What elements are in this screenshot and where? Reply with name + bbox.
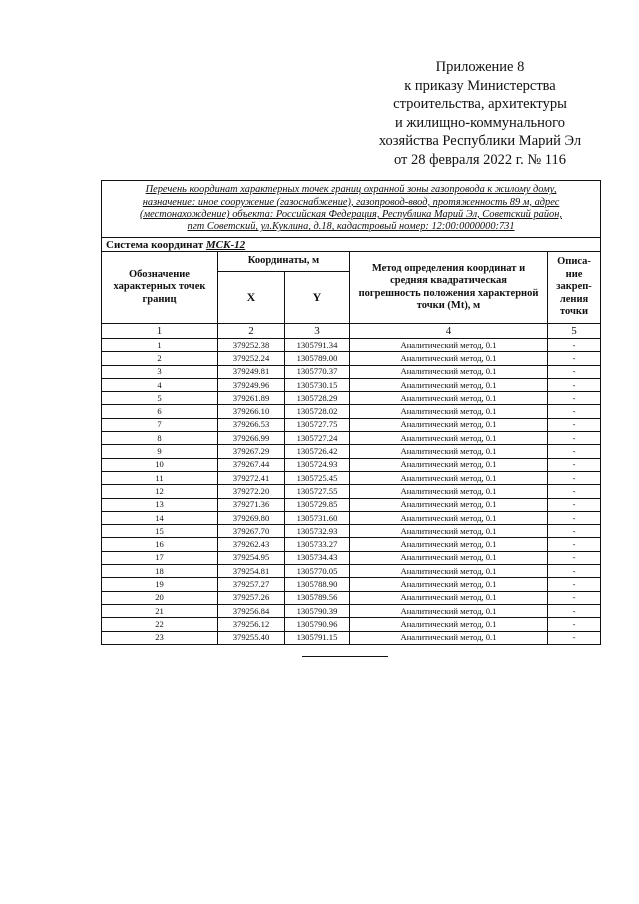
- coordinate-y: 1305733.27: [285, 538, 350, 551]
- coordinate-x: 379266.99: [218, 432, 285, 445]
- method-cell: Аналитический метод, 0.1: [350, 405, 548, 418]
- description-cell: -: [548, 498, 601, 511]
- closing-rule: [302, 656, 388, 657]
- description-cell: -: [548, 604, 601, 617]
- desc-line: закреп-: [556, 281, 592, 293]
- point-number: 18: [102, 565, 218, 578]
- table-row: [102, 432, 601, 445]
- description-cell: -: [548, 392, 601, 405]
- coordinate-x: 379254.81: [218, 565, 285, 578]
- caption-row: [102, 181, 601, 238]
- point-number: 23: [102, 631, 218, 644]
- point-number: 11: [102, 471, 218, 484]
- coordinate-y: 1305731.60: [285, 511, 350, 524]
- desc-line: ние: [565, 268, 583, 280]
- point-number: 1: [102, 339, 218, 352]
- table-row: [102, 565, 601, 578]
- coordinate-y: 1305727.55: [285, 485, 350, 498]
- description-cell: -: [548, 551, 601, 564]
- coordinate-x: 379269.80: [218, 511, 285, 524]
- table-row: [102, 365, 601, 378]
- table-row: [102, 498, 601, 511]
- coordinate-y: 1305790.39: [285, 604, 350, 617]
- point-number: 4: [102, 378, 218, 391]
- header-line: хозяйства Республики Марий Эл: [378, 133, 582, 149]
- coordinate-y: 1305727.24: [285, 432, 350, 445]
- coordinate-x: 379257.27: [218, 578, 285, 591]
- coordinate-x: 379249.96: [218, 378, 285, 391]
- method-cell: Аналитический метод, 0.1: [350, 498, 548, 511]
- point-number: 22: [102, 618, 218, 631]
- coordinate-y: 1305729.85: [285, 498, 350, 511]
- coordinate-y: 1305724.93: [285, 458, 350, 471]
- desc-line: ления: [559, 293, 589, 305]
- table-row: [102, 618, 601, 631]
- column-number: 5: [548, 324, 601, 339]
- description-cell: -: [548, 365, 601, 378]
- header-line: и жилищно-коммунального: [394, 114, 566, 131]
- coordinate-x: 379256.84: [218, 604, 285, 617]
- column-number: 1: [102, 324, 218, 339]
- coordinate-x: 379266.53: [218, 418, 285, 431]
- coordinate-y: 1305728.02: [285, 405, 350, 418]
- description-cell: -: [548, 405, 601, 418]
- desc-line: Описа-: [557, 256, 591, 268]
- coordinates-table: [101, 180, 601, 645]
- table-row: [102, 485, 601, 498]
- header-point: Обозначение характерных точек границ: [102, 252, 218, 324]
- caption-line: (местонахождение) объекта: Российская Федерация, Республика Марий Эл, Советский район,: [140, 209, 562, 220]
- caption-line: Перечень координат характерных точек границ охранной зоны газопровода к жилому дому,: [145, 184, 557, 196]
- method-cell: Аналитический метод, 0.1: [350, 565, 548, 578]
- table-row: [102, 604, 601, 617]
- method-cell: Аналитический метод, 0.1: [350, 458, 548, 471]
- table-caption: [102, 181, 601, 238]
- coordinate-y: 1305789.00: [285, 352, 350, 365]
- caption-line: пгт Советский, ул.Куклина, д.18, кадастровый номер: 12:00:0000000:731: [187, 221, 515, 233]
- point-number: 7: [102, 418, 218, 431]
- caption-line: назначение: иное сооружение (газоснабжение), газопровод-ввод, протяженность 89 м, адрес: [142, 196, 560, 208]
- coordinate-x: 379254.95: [218, 551, 285, 564]
- header-coordinates: Координаты, м: [218, 252, 350, 272]
- point-number: 10: [102, 458, 218, 471]
- table-row: [102, 551, 601, 564]
- point-number: 14: [102, 511, 218, 524]
- coordinate-y: 1305730.15: [285, 378, 350, 391]
- point-number: 3: [102, 365, 218, 378]
- method-cell: Аналитический метод, 0.1: [350, 511, 548, 524]
- method-cell: Аналитический метод, 0.1: [350, 432, 548, 445]
- description-cell: -: [548, 378, 601, 391]
- coordinate-y: 1305790.96: [285, 618, 350, 631]
- coordinate-x: 379266.10: [218, 405, 285, 418]
- coordinate-y: 1305732.93: [285, 525, 350, 538]
- point-number: 2: [102, 352, 218, 365]
- description-cell: -: [548, 352, 601, 365]
- header-line: строительства, архитектуры: [393, 96, 567, 112]
- table-row: [102, 405, 601, 418]
- table-row: [102, 538, 601, 551]
- point-number: 19: [102, 578, 218, 591]
- method-cell: Аналитический метод, 0.1: [350, 339, 548, 352]
- point-number: 5: [102, 392, 218, 405]
- coordinate-system-row: [102, 238, 601, 252]
- coordinate-y: 1305727.75: [285, 418, 350, 431]
- method-cell: Аналитический метод, 0.1: [350, 631, 548, 644]
- method-cell: Аналитический метод, 0.1: [350, 591, 548, 604]
- coordinate-y: 1305770.37: [285, 365, 350, 378]
- description-cell: -: [548, 511, 601, 524]
- coordinate-y: 1305734.43: [285, 551, 350, 564]
- coordinate-y: 1305726.42: [285, 445, 350, 458]
- header-y: Y: [285, 272, 350, 324]
- coordinate-x: 379257.26: [218, 591, 285, 604]
- table-row: [102, 352, 601, 365]
- header-description: [548, 252, 601, 324]
- point-number: 15: [102, 525, 218, 538]
- coordinate-x: 379252.38: [218, 339, 285, 352]
- coordinate-y: 1305770.05: [285, 565, 350, 578]
- table-row: [102, 631, 601, 644]
- method-cell: Аналитический метод, 0.1: [350, 352, 548, 365]
- point-number: 17: [102, 551, 218, 564]
- coordinate-y: 1305791.34: [285, 339, 350, 352]
- header-line: Приложение 8: [435, 59, 525, 75]
- description-cell: -: [548, 591, 601, 604]
- coordinate-system-label: Система координат: [106, 238, 204, 251]
- description-cell: -: [548, 565, 601, 578]
- point-number: 12: [102, 485, 218, 498]
- coordinate-x: 379267.44: [218, 458, 285, 471]
- description-cell: -: [548, 458, 601, 471]
- table-row: [102, 339, 601, 352]
- table-row: [102, 525, 601, 538]
- method-cell: Аналитический метод, 0.1: [350, 538, 548, 551]
- header-line: от 28 февраля 2022 г. № 116: [393, 151, 567, 168]
- header-x: X: [218, 272, 285, 324]
- description-cell: -: [548, 485, 601, 498]
- method-cell: Аналитический метод, 0.1: [350, 551, 548, 564]
- method-cell: Аналитический метод, 0.1: [350, 378, 548, 391]
- method-cell: Аналитический метод, 0.1: [350, 578, 548, 591]
- table-row: [102, 418, 601, 431]
- coordinate-x: 379267.29: [218, 445, 285, 458]
- point-number: 9: [102, 445, 218, 458]
- description-cell: -: [548, 418, 601, 431]
- table-row: [102, 511, 601, 524]
- description-cell: -: [548, 538, 601, 551]
- column-number: 3: [285, 324, 350, 339]
- method-cell: Аналитический метод, 0.1: [350, 365, 548, 378]
- method-cell: Аналитический метод, 0.1: [350, 392, 548, 405]
- desc-line: точки: [560, 306, 589, 318]
- point-number: 6: [102, 405, 218, 418]
- point-number: 21: [102, 604, 218, 617]
- coordinate-y: 1305725.45: [285, 471, 350, 484]
- coordinate-x: 379272.41: [218, 471, 285, 484]
- coordinate-x: 379252.24: [218, 352, 285, 365]
- description-cell: -: [548, 525, 601, 538]
- coordinate-x: 379262.43: [218, 538, 285, 551]
- table-row: [102, 591, 601, 604]
- coordinate-y: 1305791.15: [285, 631, 350, 644]
- coordinate-x: 379249.81: [218, 365, 285, 378]
- point-number: 13: [102, 498, 218, 511]
- method-cell: Аналитический метод, 0.1: [350, 604, 548, 617]
- coordinate-x: 379272.20: [218, 485, 285, 498]
- column-number: 2: [218, 324, 285, 339]
- coordinate-x: 379261.89: [218, 392, 285, 405]
- coordinate-y: 1305728.29: [285, 392, 350, 405]
- table-row: [102, 392, 601, 405]
- description-cell: -: [548, 471, 601, 484]
- method-cell: Аналитический метод, 0.1: [350, 445, 548, 458]
- method-cell: Аналитический метод, 0.1: [350, 418, 548, 431]
- point-number: 16: [102, 538, 218, 551]
- column-numbers-row: [102, 324, 601, 339]
- method-cell: Аналитический метод, 0.1: [350, 485, 548, 498]
- coordinate-y: 1305788.90: [285, 578, 350, 591]
- coordinate-x: 379267.70: [218, 525, 285, 538]
- coordinate-y: 1305789.56: [285, 591, 350, 604]
- table-row: [102, 471, 601, 484]
- header-line: к приказу Министерства: [404, 77, 556, 94]
- column-number: 4: [350, 324, 548, 339]
- description-cell: -: [548, 618, 601, 631]
- header-method: Метод определения координат и средняя квадратическая погрешность положения характерной точки (Mt), м: [350, 252, 548, 324]
- method-cell: Аналитический метод, 0.1: [350, 471, 548, 484]
- point-number: 20: [102, 591, 218, 604]
- appendix-header: [360, 58, 600, 169]
- method-cell: Аналитический метод, 0.1: [350, 525, 548, 538]
- description-cell: -: [548, 631, 601, 644]
- table-row: [102, 445, 601, 458]
- coordinate-x: 379256.12: [218, 618, 285, 631]
- header-row: [102, 252, 601, 272]
- point-number: 8: [102, 432, 218, 445]
- coordinate-x: 379255.40: [218, 631, 285, 644]
- description-cell: -: [548, 339, 601, 352]
- method-cell: Аналитический метод, 0.1: [350, 618, 548, 631]
- coordinate-system-value: МСК-12: [205, 238, 246, 251]
- coordinate-x: 379271.36: [218, 498, 285, 511]
- description-cell: -: [548, 432, 601, 445]
- description-cell: -: [548, 578, 601, 591]
- table-row: [102, 458, 601, 471]
- description-cell: -: [548, 445, 601, 458]
- table-row: [102, 378, 601, 391]
- table-row: [102, 578, 601, 591]
